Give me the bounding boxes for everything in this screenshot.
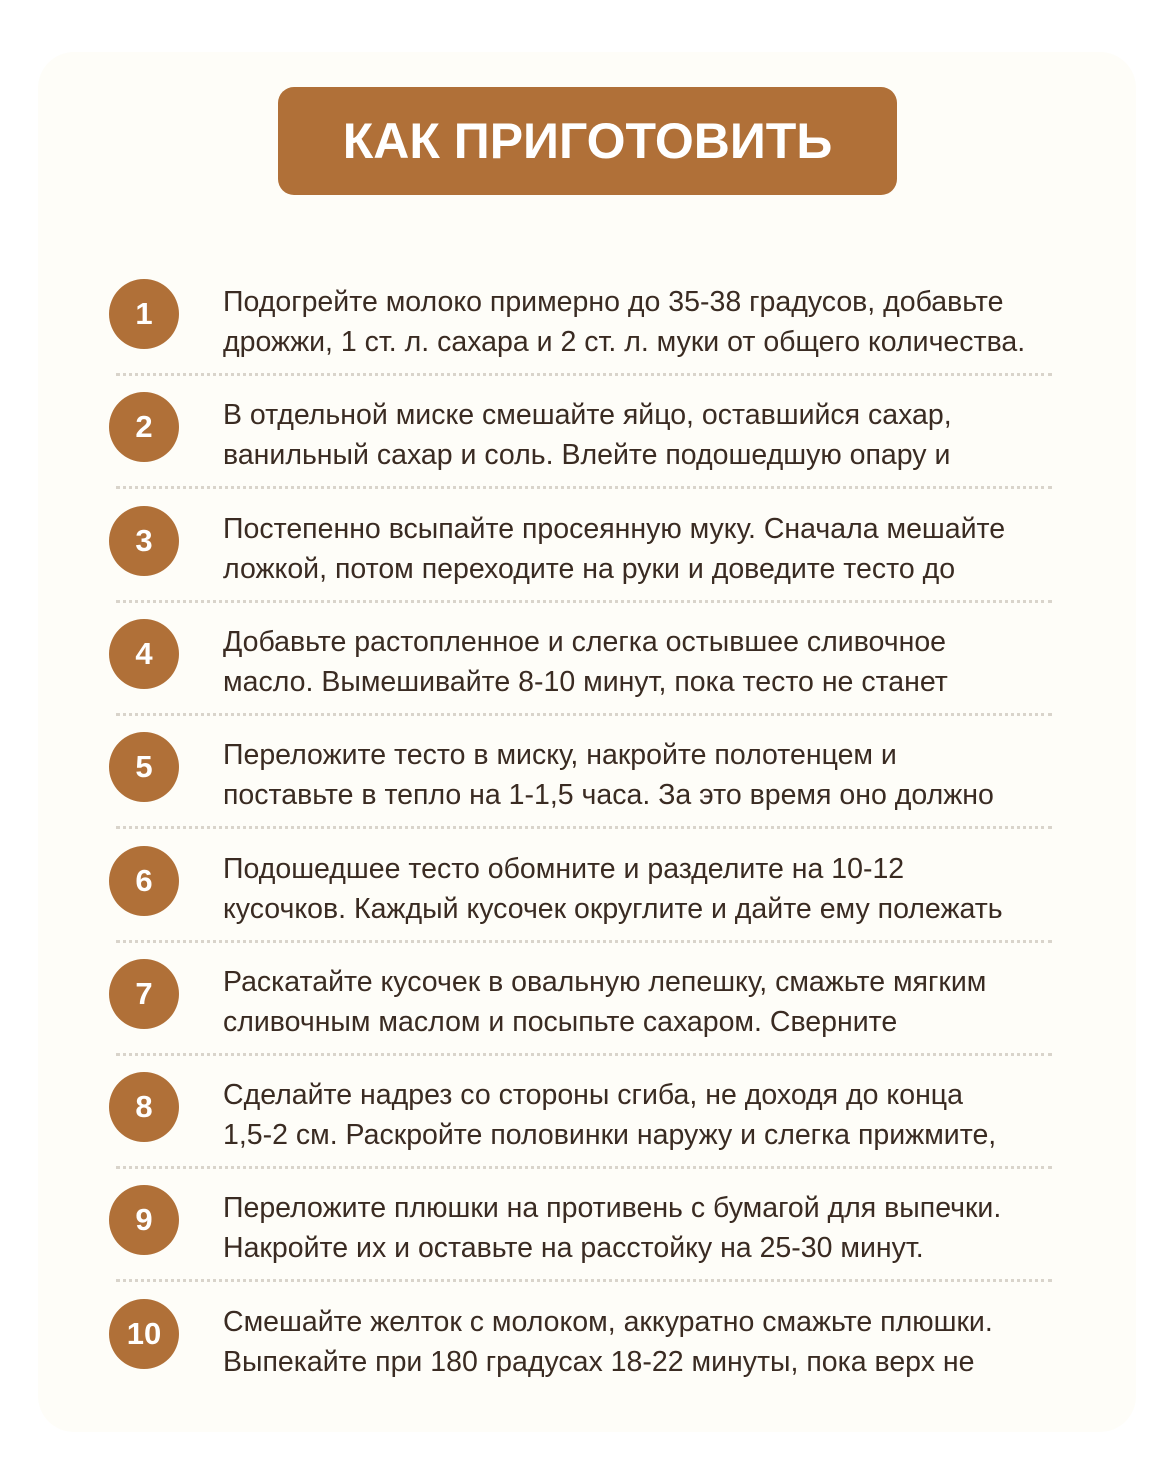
step-description bbox=[223, 1188, 1143, 1268]
step-text-line: поставьте в тепло на 1-1,5 часа. За это время оно должно bbox=[223, 779, 994, 811]
step-description bbox=[223, 395, 1143, 475]
step-number-badge: 8 bbox=[109, 1072, 179, 1142]
step-text-line: Постепенно всыпайте просеянную муку. Сначала мешайте bbox=[223, 513, 1006, 545]
step-number-badge: 9 bbox=[109, 1185, 179, 1255]
step-text-line: Переложите плюшки на противень с бумагой для выпечки. bbox=[223, 1192, 1002, 1224]
step-text-line: ванильный сахар и соль. Влейте подошедшую опару и bbox=[223, 439, 951, 471]
step-text-line: Добавьте растопленное и слегка остывшее сливочное bbox=[223, 626, 947, 658]
step-description bbox=[223, 1302, 1143, 1382]
step-number-badge: 10 bbox=[109, 1299, 179, 1369]
step-divider bbox=[116, 1279, 1052, 1282]
step-text-line: Смешайте желток с молоком, аккуратно смажьте плюшки. bbox=[223, 1306, 993, 1338]
step-divider bbox=[116, 600, 1052, 603]
step-number-badge: 2 bbox=[109, 392, 179, 462]
step-text-line: ложкой, потом переходите на руки и доведите тесто до bbox=[223, 553, 956, 585]
step-description bbox=[223, 282, 1143, 362]
step-text-line: 1,5-2 см. Раскройте половинки наружу и слегка прижмите, bbox=[223, 1119, 997, 1151]
step-text-line: масло. Вымешивайте 8-10 минут, пока тесто не станет bbox=[223, 666, 948, 698]
step-item bbox=[0, 1299, 1174, 1412]
step-text-line: Раскатайте кусочек в овальную лепешку, смажьте мягким bbox=[223, 966, 987, 998]
step-number-badge: 4 bbox=[109, 619, 179, 689]
step-divider bbox=[116, 1053, 1052, 1056]
step-description bbox=[223, 1075, 1143, 1155]
step-text-line: дрожжи, 1 ст. л. сахара и 2 ст. л. муки от общего количества. bbox=[223, 326, 1026, 358]
step-number-badge: 7 bbox=[109, 959, 179, 1029]
step-number-badge: 6 bbox=[109, 846, 179, 916]
step-description bbox=[223, 849, 1143, 929]
step-text-line: Выпекайте при 180 градусах 18-22 минуты, пока верх не bbox=[223, 1346, 975, 1378]
step-text-line: В отдельной миске смешайте яйцо, оставшийся сахар, bbox=[223, 399, 952, 431]
step-number-badge: 1 bbox=[109, 279, 179, 349]
step-divider bbox=[116, 940, 1052, 943]
step-divider bbox=[116, 486, 1052, 489]
step-divider bbox=[116, 826, 1052, 829]
step-description bbox=[223, 962, 1143, 1042]
step-text-line: сливочным маслом и посыпьте сахаром. Сверните bbox=[223, 1006, 898, 1038]
step-divider bbox=[116, 1166, 1052, 1169]
page-title: КАК ПРИГОТОВИТЬ bbox=[342, 113, 833, 169]
step-divider bbox=[116, 713, 1052, 716]
step-text-line: Переложите тесто в миску, накройте полотенцем и bbox=[223, 739, 897, 771]
step-description bbox=[223, 622, 1143, 702]
step-text-line: Сделайте надрез со стороны сгиба, не доходя до конца bbox=[223, 1079, 963, 1111]
step-text-line: Накройте их и оставьте на расстойку на 25-30 минут. bbox=[223, 1232, 924, 1264]
title-banner bbox=[278, 87, 897, 195]
step-number-badge: 5 bbox=[109, 732, 179, 802]
step-text-line: кусочков. Каждый кусочек округлите и дайте ему полежать bbox=[223, 893, 1003, 925]
step-divider bbox=[116, 373, 1052, 376]
step-description bbox=[223, 735, 1143, 815]
step-description bbox=[223, 509, 1143, 589]
step-text-line: Подогрейте молоко примерно до 35-38 градусов, добавьте bbox=[223, 286, 1004, 318]
step-text-line: Подошедшее тесто обомните и разделите на 10-12 bbox=[223, 853, 905, 885]
step-number-badge: 3 bbox=[109, 506, 179, 576]
